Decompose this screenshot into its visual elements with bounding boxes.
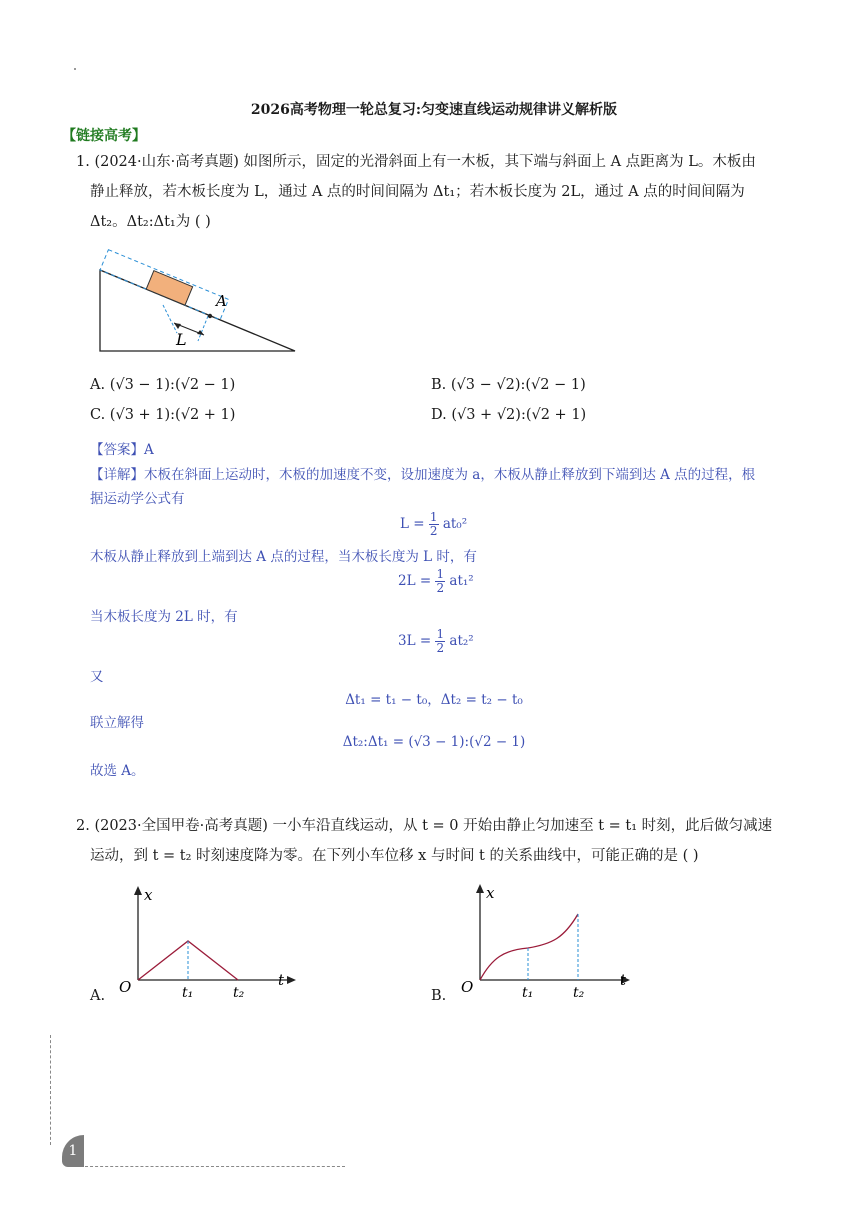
q1-option-c: C. (√3 + 1):(√2 + 1)	[90, 407, 236, 423]
svg-text:t₁: t₁	[182, 985, 194, 1001]
q1-detail-line-2: 据运动学公式有	[90, 491, 185, 507]
scan-dot	[74, 68, 76, 70]
equation-4: Δt₁ = t₁ − t₀，Δt₂ = t₂ − t₀	[345, 692, 523, 708]
page-number: 1	[62, 1135, 84, 1167]
q2-option-b: B.	[431, 988, 447, 1004]
block	[146, 271, 192, 306]
graph-option-a	[110, 880, 300, 1005]
equation-5: Δt₂:Δt₁ = (√3 − 1):(√2 − 1)	[342, 734, 526, 750]
q1-option-d: D. (√3 + √2):(√2 + 1)	[431, 407, 587, 423]
q1-detail-line-6: 联立解得	[90, 715, 144, 731]
point-a	[208, 314, 212, 318]
q1-detail-line-1: 【详解】木板在斜面上运动时，木板的加速度不变，设加速度为 a，木板从静止释放到下端到达 A 点的过程，根	[90, 467, 756, 483]
graph-option-b	[452, 878, 642, 1003]
q1-answer: 【答案】A	[90, 442, 154, 458]
detail-label: 【详解】	[90, 467, 144, 483]
svg-text:x: x	[144, 886, 153, 904]
q2-option-a: A.	[90, 988, 106, 1004]
equation-3: 3L = $\frac{1}{2}$ at₂²	[398, 627, 474, 655]
equation-2: 2L = $\frac{1}{2}$ at₁²	[398, 567, 474, 595]
svg-text:t₂: t₂	[233, 985, 245, 1001]
equation-1: L = $\frac{1}{2}$ at₀²	[400, 510, 468, 538]
page-border-vertical	[50, 1035, 51, 1145]
q1-detail-line-4: 当木板长度为 2L 时，有	[90, 609, 238, 625]
q1-detail-line-5: 又	[90, 669, 104, 685]
svg-text:t₁: t₁	[522, 985, 534, 1001]
svg-text:x: x	[486, 884, 495, 902]
svg-text:O: O	[461, 978, 474, 996]
page-title: 2026高考物理一轮总复习:匀变速直线运动规律讲义解析版	[250, 102, 618, 118]
page-border-horizontal	[85, 1166, 345, 1167]
q2-line-1: 2. (2023·全国甲卷·高考真题) 一小车沿直线运动，从 t = 0 开始由静止匀加速至 t = t₁ 时刻，此后做匀减速	[76, 818, 773, 834]
curve-b	[480, 914, 578, 980]
label-l: L	[176, 330, 187, 349]
svg-text:t: t	[620, 971, 627, 989]
q1-line-3: Δt₂。Δt₂:Δt₁为 ( )	[90, 214, 211, 230]
section-tag: 【链接高考】	[62, 128, 146, 144]
q1-line-1: 1. (2024·山东·高考真题) 如图所示，固定的光滑斜面上有一木板，其下端与斜面上 A 点距离为 L。木板由	[76, 154, 756, 170]
label-a: A	[216, 292, 227, 310]
svg-text:t₂: t₂	[573, 985, 585, 1001]
q1-option-a: A. (√3 − 1):(√2 − 1)	[90, 377, 236, 393]
q2-line-2: 运动，到 t = t₂ 时刻速度降为零。在下列小车位移 x 与时间 t 的关系曲线中，可能正确的是 ( )	[90, 848, 699, 864]
q1-option-b: B. (√3 − √2):(√2 − 1)	[431, 377, 586, 393]
svg-text:O: O	[119, 978, 132, 996]
q1-detail-line-7: 故选 A。	[90, 763, 145, 779]
q1-detail-line-3: 木板从静止释放到上端到达 A 点的过程，当木板长度为 L 时，有	[90, 549, 477, 565]
incline-figure	[90, 245, 310, 360]
svg-text:t: t	[278, 971, 285, 989]
q1-line-2: 静止释放，若木板长度为 L，通过 A 点的时间间隔为 Δt₁；若木板长度为 2L，通过 A 点的时间间隔为	[90, 184, 745, 200]
